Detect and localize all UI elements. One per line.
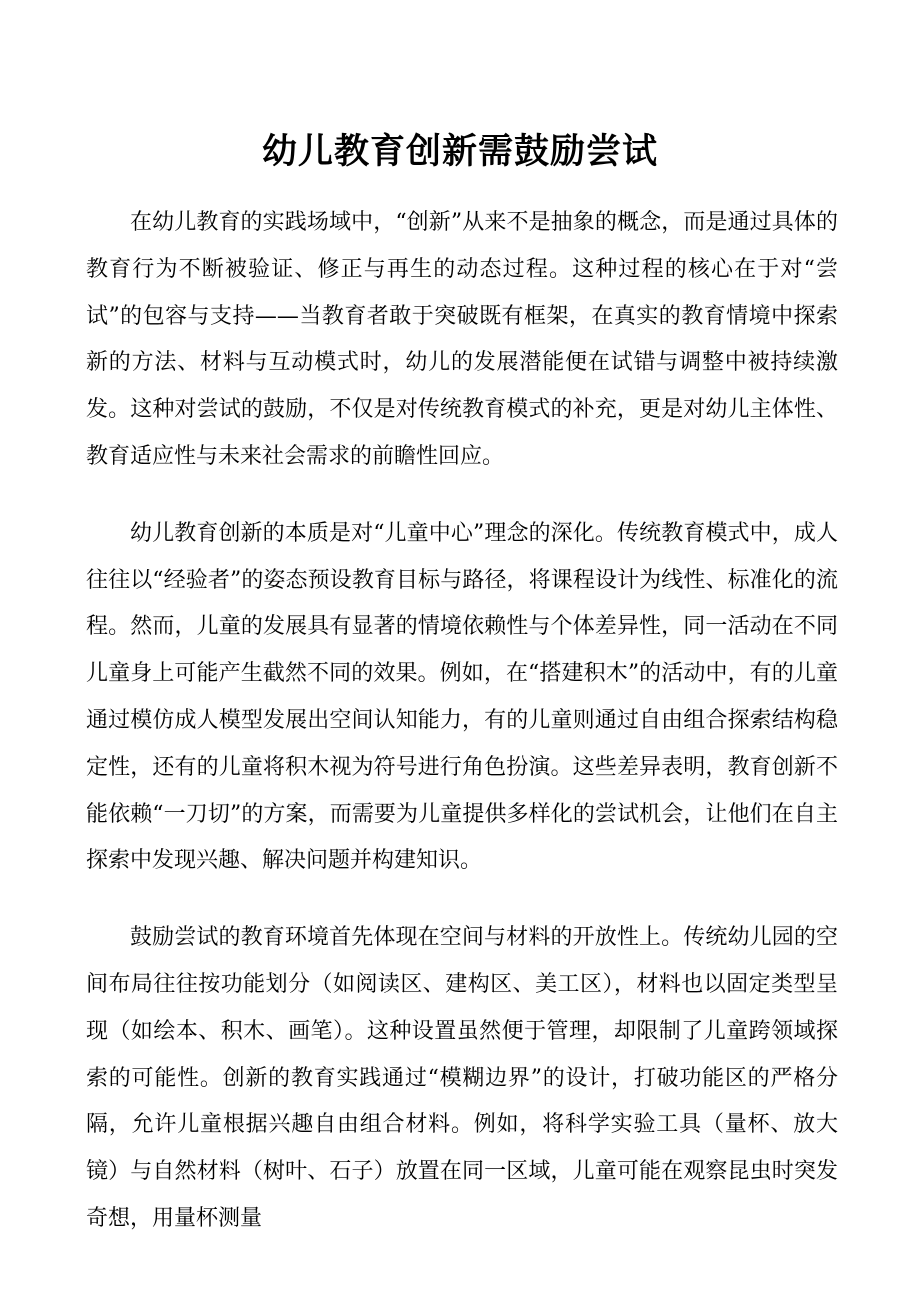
paragraph-2: 幼儿教育创新的本质是对“儿童中心”理念的深化。传统教育模式中，成人往往以“经验者”的姿态预设教育目标与路径，将课程设计为线性、标准化的流程。然而，儿童的发展具有显著的情境依赖性与个体差异性，同一活动在不同儿童身上可能产生截然不同的效果。例如，在“搭建积木”的活动中，有的儿童通过模仿成人模型发展出空间认知能力，有的儿童则通过自由组合探索结构稳定性，还有的儿童将积木视为符号进行角色扮演。这些差异表明，教育创新不能依赖“一刀切”的方案，而需要为儿童提供多样化的尝试机会，让他们在自主探索中发现兴趣、解决问题并构建知识。 — [86, 520, 838, 874]
paragraph-3: 鼓励尝试的教育环境首先体现在空间与材料的开放性上。传统幼儿园的空间布局往往按功能划分（如阅读区、建构区、美工区），材料也以固定类型呈现（如绘本、积木、画笔）。这种设置虽然便于管理，却限制了儿童跨领域探索的可能性。创新的教育实践通过“模糊边界”的设计，打破功能区的严格分隔，允许儿童根据兴趣自由组合材料。例如，将科学实验工具（量杯、放大镜）与自然材料（树叶、石子）放置在同一区域，儿童可能在观察昆虫时突发奇想，用量杯测量 — [86, 925, 838, 1231]
document-title: 幼儿教育创新需鼓励尝试 — [261, 132, 658, 172]
document-body — [86, 200, 838, 1273]
paragraph-1: 在幼儿教育的实践场域中，“创新”从来不是抽象的概念，而是通过具体的教育行为不断被验证、修正与再生的动态过程。这种过程的核心在于对“尝试”的包容与支持——当教育者敢于突破既有框架，在真实的教育情境中探索新的方法、材料与互动模式时，幼儿的发展潜能便在试错与调整中被持续激发。这种对尝试的鼓励，不仅是对传统教育模式的补充，更是对幼儿主体性、教育适应性与未来社会需求的前瞻性回应。 — [86, 210, 838, 469]
